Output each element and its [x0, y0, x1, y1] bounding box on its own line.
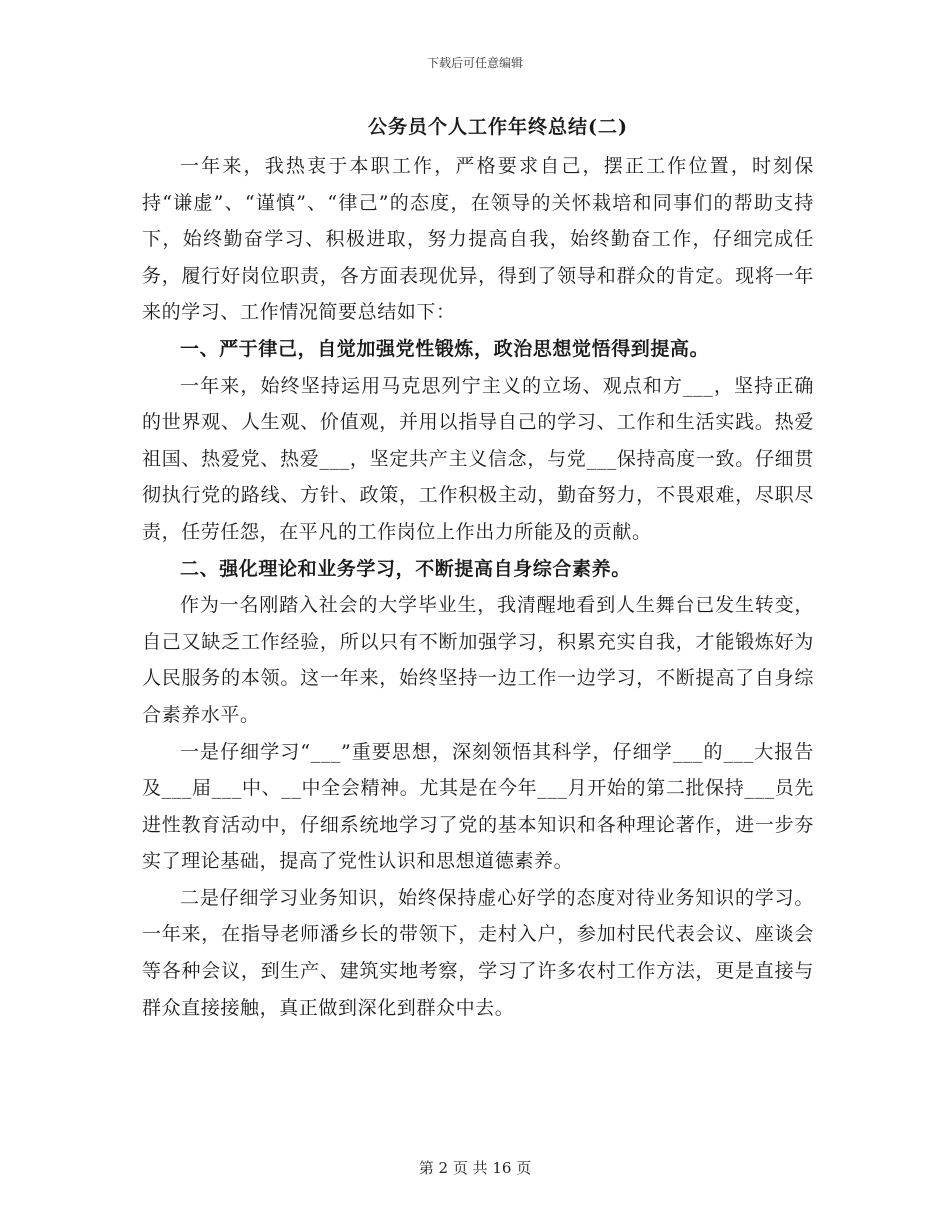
section-heading-2: 二、强化理论和业务学习，不断提高自身综合素养。	[180, 557, 631, 580]
page-number: 第 2 页 共 16 页	[418, 1159, 532, 1177]
document-title: 公务员个人工作年终总结(二)	[368, 116, 628, 138]
section-1-paragraph: 一年来，始终坚持运用马克思列宁主义的立场、观点和方___，坚持正确的世界观、人生观、价值观，并用以指导自己的学习、工作和生活实践。热爱祖国、热爱党、热爱___，坚定共产主义信念，与党___保持高度一致。仔细贯彻执行党的路线、方针、政策，工作积极主动，勤奋努力，不畏艰难，尽职尽责，任劳任怨，在平凡的工作岗位上作出力所能及的贡献。	[142, 374, 814, 543]
intro-paragraph: 一年来，我热衷于本职工作，严格要求自己，摆正工作位置，时刻保持“谦虚”、“谨慎”、“律己”的态度，在领导的关怀栽培和同事们的帮助支持下，始终勤奋学习、积极进取，努力提高自我，始终勤奋工作，仔细完成任务，履行好岗位职责，各方面表现优异，得到了领导和群众的肯定。现将一年来的学习、工作情况简要总结如下：	[142, 155, 814, 324]
section-2-paragraph-2: 一是仔细学习“___”重要思想，深刻领悟其科学，仔细学___的___大报告及___届___中、__中全会精神。尤其是在今年___月开始的第二批保持___员先进性教育活动中，仔细系统地学习了党的基本知识和各种理论著作，进一步夯实了理论基础，提高了党性认识和思想道德素养。	[142, 740, 814, 873]
header-note: 下载后可任意编辑	[426, 56, 523, 70]
document-body	[142, 112, 814, 1026]
section-2-paragraph-3: 二是仔细学习业务知识，始终保持虚心好学的态度对待业务知识的学习。一年来，在指导老师潘乡长的带领下，走村入户，参加村民代表会议、座谈会等各种会议，到生产、建筑实地考察，学习了许多农村工作方法，更是直接与群众直接接触，真正做到深化到群众中去。	[142, 886, 814, 1019]
section-heading-1: 一、严于律己，自觉加强党性锻炼，政治思想觉悟得到提高。	[180, 337, 710, 360]
section-2-paragraph-1: 作为一名刚踏入社会的大学毕业生，我清醒地看到人生舞台已发生转变，自己又缺乏工作经验，所以只有不断加强学习，积累充实自我，才能锻炼好为人民服务的本领。这一年来，始终坚持一边工作一边学习，不断提高了自身综合素养水平。	[142, 594, 814, 726]
